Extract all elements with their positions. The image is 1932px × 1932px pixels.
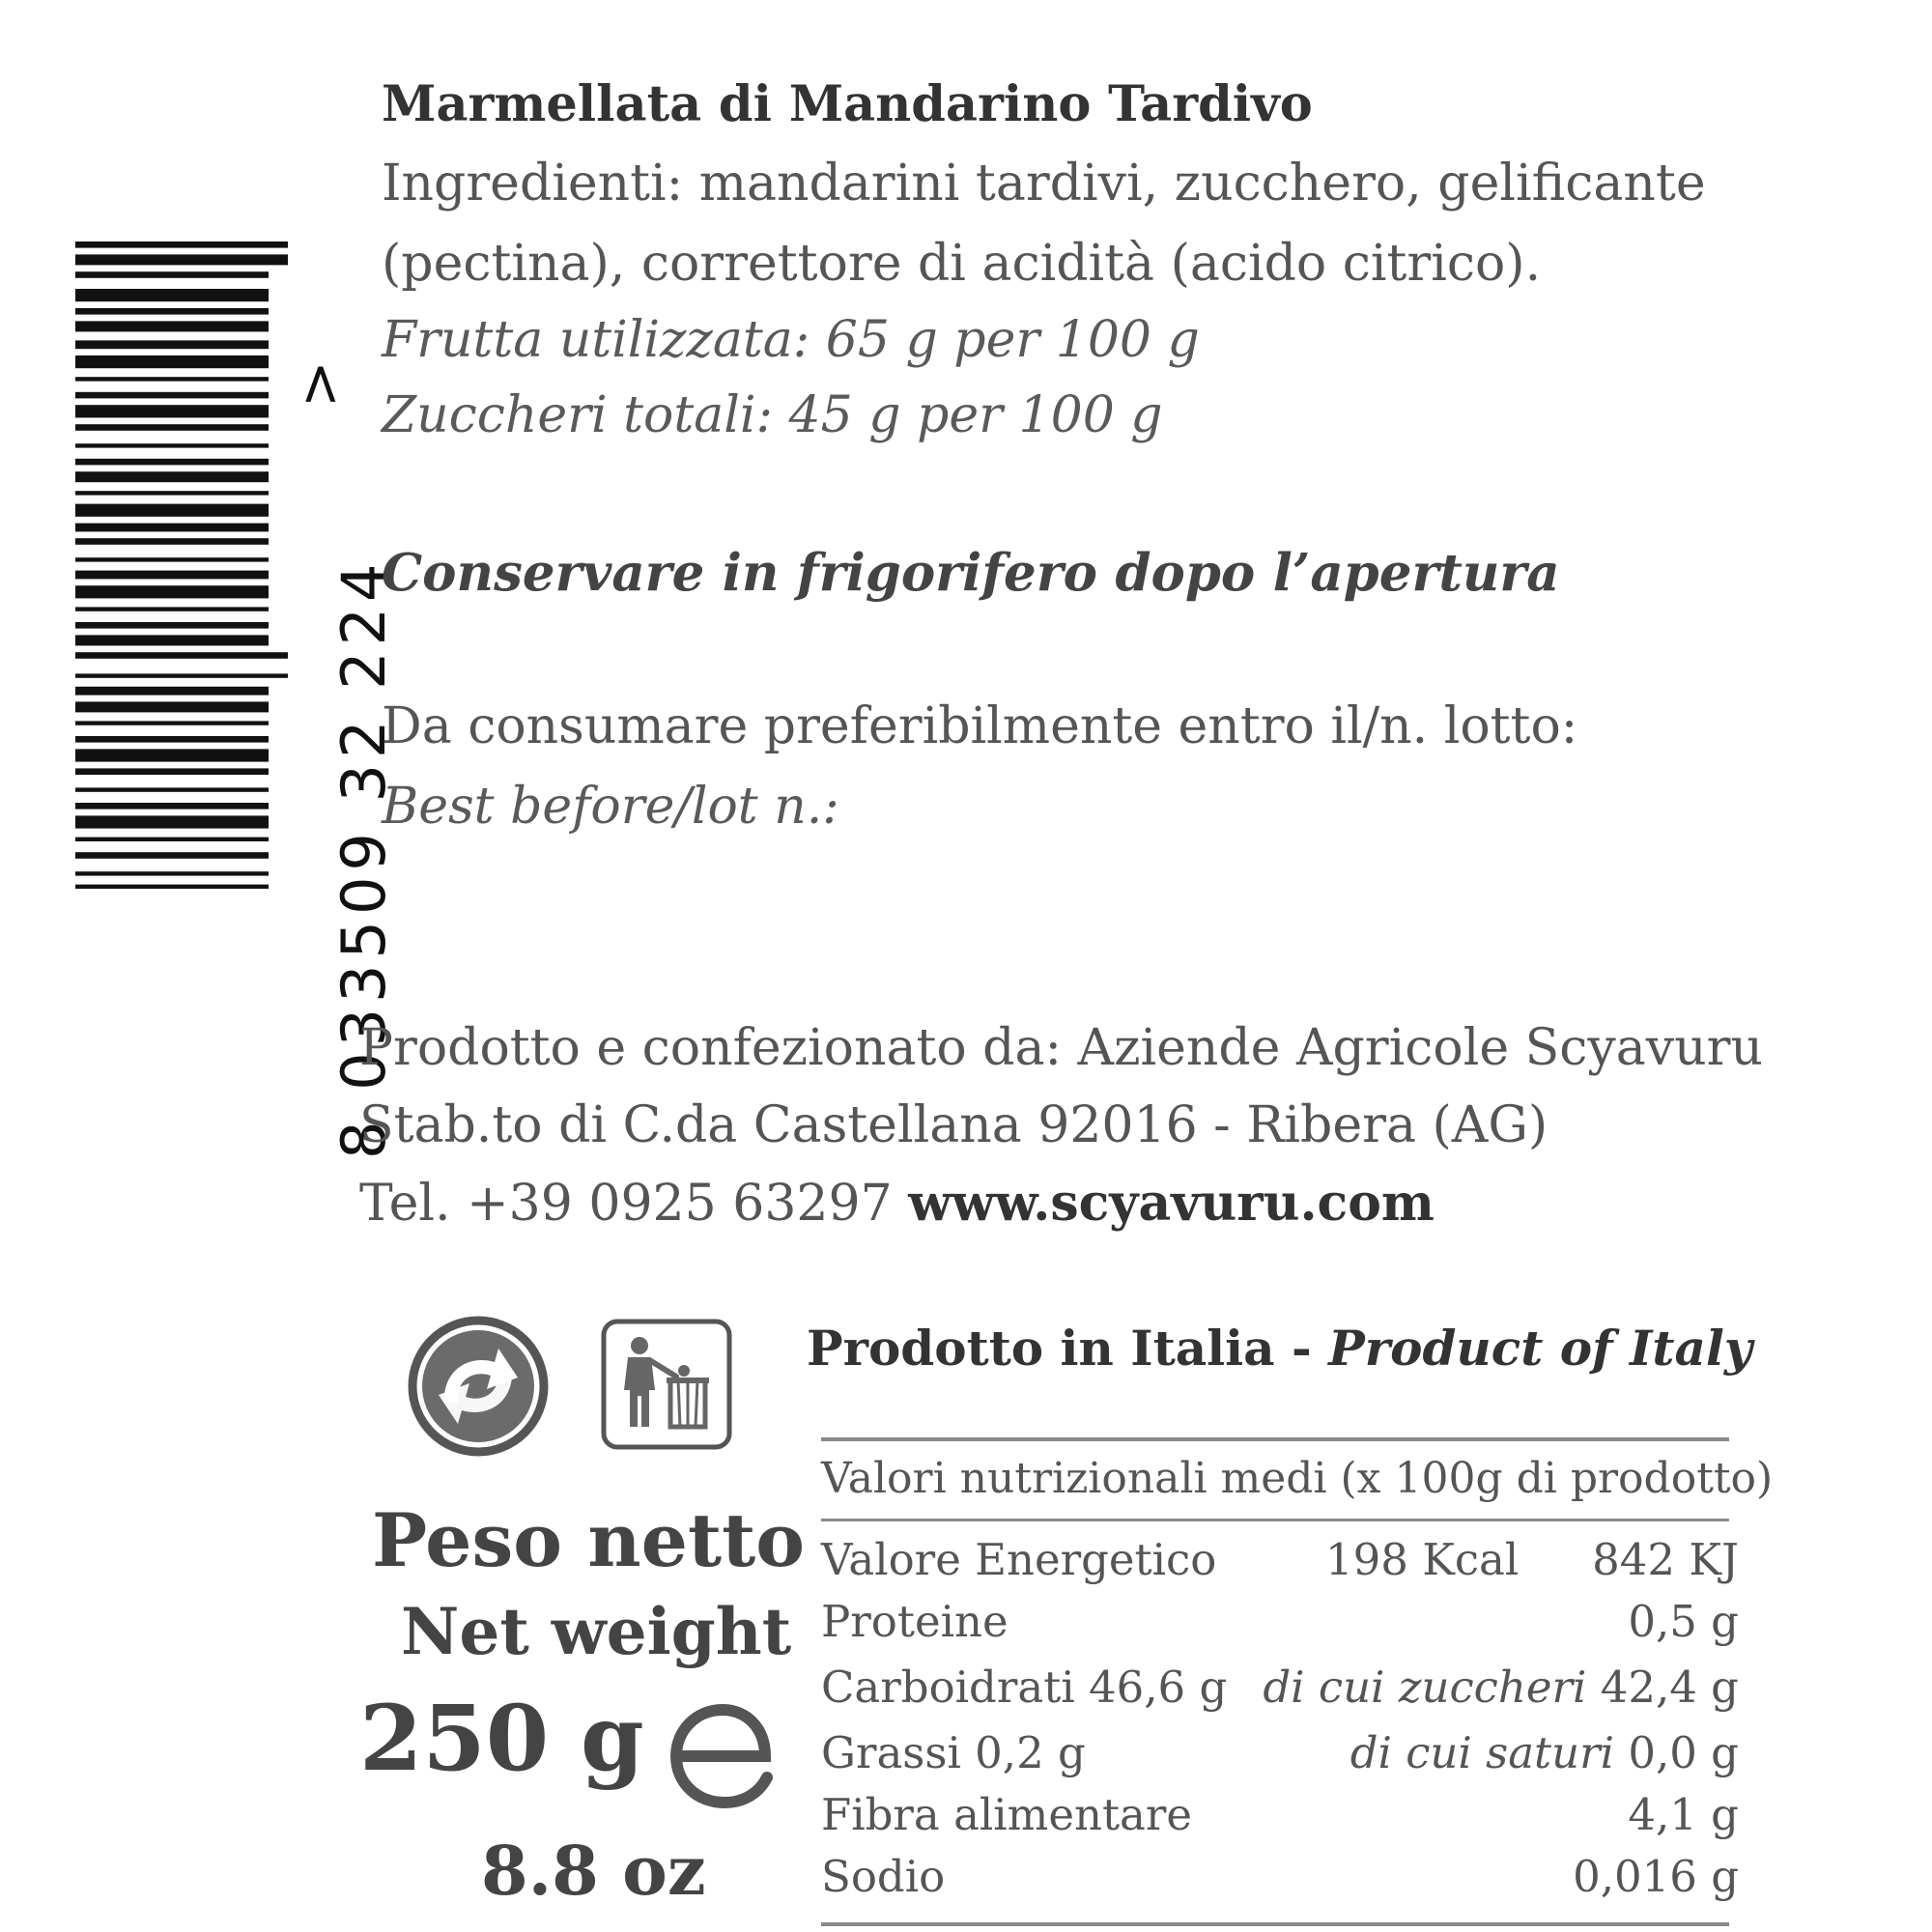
net-weight-grams: 250 g (359, 1686, 644, 1792)
barcode-bar (75, 321, 269, 331)
barcode-bar (75, 242, 288, 248)
producer-tel: Tel. +39 0925 63297 (359, 1175, 893, 1233)
origin-separator: - (1274, 1320, 1329, 1377)
nutrition-row-energy (821, 1534, 1739, 1598)
barcode-bar (75, 355, 269, 368)
producer-line-1: Prodotto e confezionato da: Aziende Agricole Scyavuru (359, 1019, 1763, 1077)
barcode-bar (75, 736, 269, 743)
storage-instructions: Conservare in frigorifero dopo l’apertura (382, 543, 1560, 603)
barcode-bar (75, 491, 269, 495)
product-title: Marmellata di Mandarino Tardivo (382, 75, 1313, 133)
barcode-bar (75, 471, 269, 482)
net-weight-label-it: Peso netto (372, 1497, 805, 1583)
barcode-bar (75, 815, 269, 828)
barcode-bar (75, 768, 269, 775)
barcode-bar (75, 271, 269, 278)
origin-it: Prodotto in Italia (807, 1320, 1275, 1377)
nutrition-label: Sodio (821, 1851, 946, 1902)
nutrition-value: 0,5 g (1628, 1596, 1739, 1647)
barcode-bar (75, 424, 269, 431)
ingredients-line-2: (pectina), correttore di acidità (acido citrico). (382, 235, 1542, 293)
barcode-bar (75, 524, 269, 532)
nutrition-row-carbs (821, 1662, 1739, 1725)
barcode-bar (75, 749, 269, 761)
nutrition-kj: 842 KJ (1592, 1534, 1739, 1585)
barcode (58, 193, 406, 1198)
nutrition-value: 0,0 g (1628, 1727, 1739, 1778)
nutrition-sub-label: di cui zuccheri (1263, 1662, 1587, 1713)
barcode-bar (75, 635, 269, 645)
barcode-bar (75, 392, 269, 399)
origin-en: Product of Italy (1328, 1320, 1752, 1377)
nutrition-header: Valori nutrizionali medi (x 100g di prodotto) (821, 1454, 1774, 1503)
nutrition-label: Valore Energetico (821, 1534, 1217, 1585)
barcode-bar (75, 377, 269, 381)
fruit-used: Frutta utilizzata: 65 g per 100 g (382, 311, 1200, 369)
nutrition-kcal: 198 Kcal (1325, 1534, 1520, 1585)
barcode-bar (75, 405, 269, 417)
net-weight-label-en: Net weight (401, 1594, 792, 1669)
barcode-bar (75, 289, 269, 301)
barcode-bar (75, 803, 269, 810)
barcode-bar (75, 687, 269, 696)
barcode-bar (75, 652, 288, 659)
barcode-bar (75, 585, 269, 598)
barcode-bar (75, 340, 269, 349)
nutrition-header-rule (821, 1519, 1729, 1521)
nutrition-sub-value (1350, 1727, 1739, 1778)
best-before-en: Best before/lot n.: (382, 778, 839, 836)
barcode-bar (75, 557, 269, 561)
nutrition-row-fiber (821, 1789, 1739, 1853)
barcode-bar (75, 459, 269, 466)
nutrition-label: Carboidrati 46,6 g (821, 1662, 1228, 1713)
barcode-digits: 8 033509 32 224 (328, 557, 399, 1159)
total-sugars: Zuccheri totali: 45 g per 100 g (382, 386, 1163, 444)
estimate-e-icon (665, 1702, 781, 1808)
barcode-arrow: > (286, 360, 352, 408)
barcode-bar (75, 787, 269, 791)
barcode-bar (75, 721, 269, 724)
nutrition-row-fat (821, 1727, 1739, 1791)
barcode-graphic (58, 193, 406, 1198)
nutrition-value: 4,1 g (1628, 1789, 1739, 1840)
barcode-bar (75, 443, 269, 447)
barcode-bar (75, 308, 269, 315)
nutrition-top-rule (821, 1437, 1729, 1441)
barcode-bar (75, 838, 269, 841)
nutrition-sub-value (1263, 1662, 1739, 1713)
producer-line-2: Stab.to di C.da Castellana 92016 - Ribera (AG) (359, 1096, 1548, 1154)
nutrition-row-protein (821, 1596, 1739, 1660)
nutrition-value: 0,016 g (1573, 1851, 1739, 1902)
barcode-bar (75, 607, 269, 611)
barcode-bar (75, 852, 269, 859)
nutrition-row-sodium (821, 1851, 1739, 1915)
barcode-bar (75, 701, 269, 712)
barcode-bar (75, 504, 269, 517)
barcode-bar (75, 538, 269, 545)
best-before-it: Da consumare preferibilmente entro il/n. lotto: (382, 697, 1578, 755)
barcode-bar (75, 885, 269, 889)
barcode-bar (75, 673, 288, 677)
barcode-bar (75, 871, 269, 875)
barcode-bar (75, 622, 269, 629)
nutrition-label: Grassi 0,2 g (821, 1727, 1086, 1778)
net-weight-ounces: 8.8 oz (481, 1831, 706, 1911)
nutrition-bottom-rule (821, 1922, 1729, 1926)
recycle-icon (406, 1314, 551, 1459)
nutrition-label: Proteine (821, 1596, 1009, 1647)
origin-line (807, 1320, 1752, 1377)
barcode-bar (75, 571, 269, 580)
nutrition-label: Fibra alimentare (821, 1789, 1193, 1840)
ingredients-line-1: Ingredienti: mandarini tardivi, zucchero, gelificante (382, 155, 1706, 213)
nutrition-sub-label: di cui saturi (1350, 1727, 1614, 1778)
bin-icon (601, 1319, 732, 1450)
producer-contact (359, 1174, 1435, 1233)
producer-website: www.scyavuru.com (908, 1174, 1435, 1233)
barcode-bar (75, 254, 288, 265)
nutrition-value: 42,4 g (1600, 1662, 1739, 1713)
